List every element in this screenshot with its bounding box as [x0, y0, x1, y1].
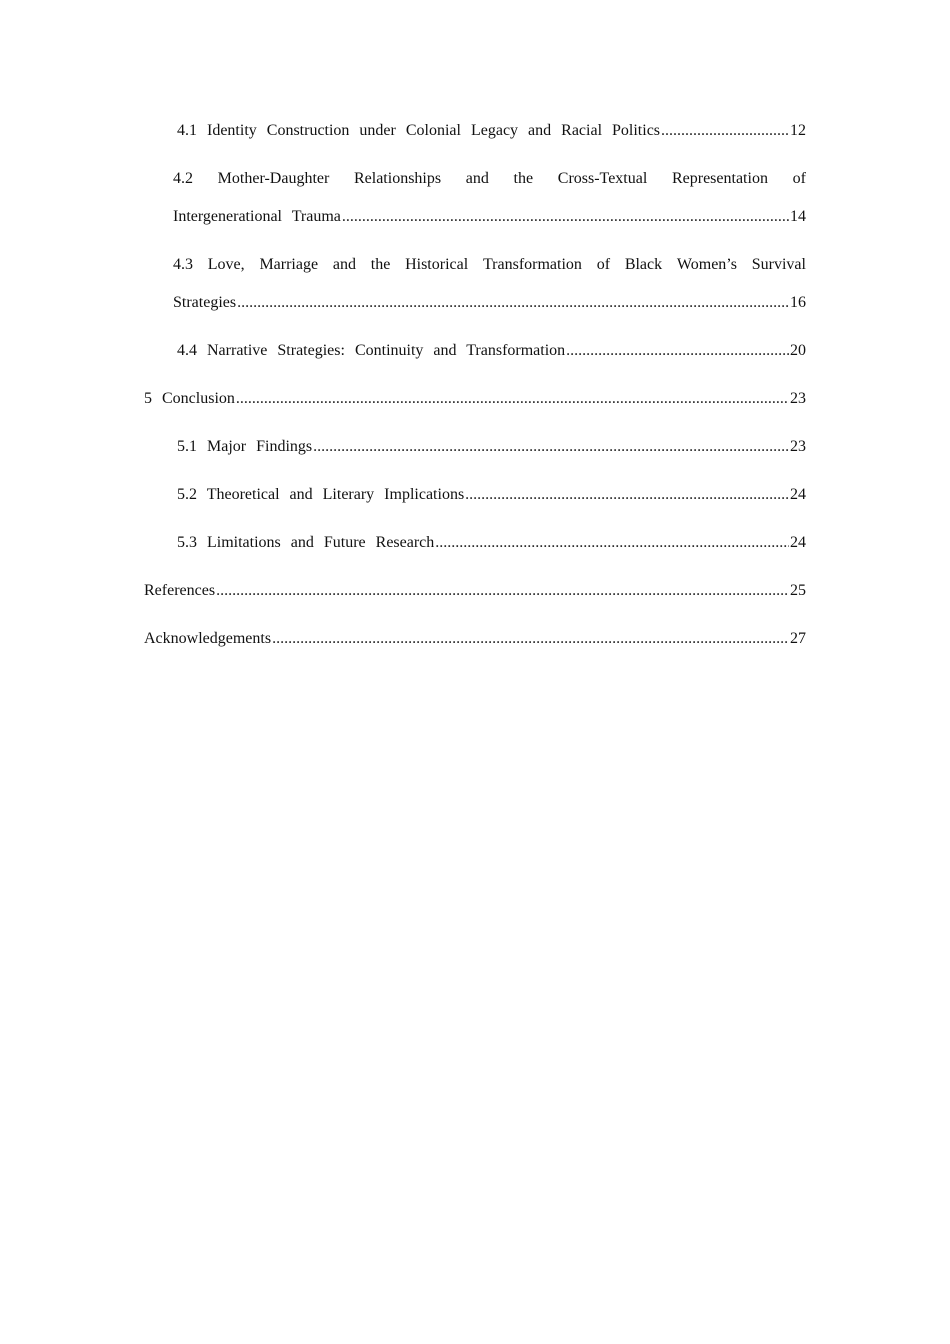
word: Marriage	[259, 256, 319, 273]
toc-entry-title-line1	[173, 246, 806, 284]
table-of-contents	[144, 112, 806, 668]
toc-entry-title: 4.4 Narrative Strategies: Continuity and Transformation	[177, 342, 566, 359]
word: 4.3	[173, 256, 193, 273]
toc-entry-5-1[interactable]	[144, 428, 806, 466]
word: the	[513, 170, 534, 187]
dot-leader	[313, 428, 789, 466]
dot-leader	[237, 284, 789, 322]
toc-page-number: 27	[790, 630, 806, 647]
dot-leader	[566, 332, 789, 370]
toc-entry-5[interactable]	[144, 380, 806, 418]
word: the	[370, 256, 391, 273]
word: of	[792, 170, 806, 187]
dot-leader	[216, 572, 789, 610]
toc-entry-4-4[interactable]	[144, 332, 806, 370]
toc-entry-5-2[interactable]	[144, 476, 806, 514]
dot-leader	[435, 524, 789, 562]
toc-entry-references[interactable]	[144, 572, 806, 610]
toc-page-number: 24	[790, 486, 806, 503]
toc-page-number: 12	[790, 122, 806, 139]
word: Representation	[671, 170, 768, 187]
dot-leader	[661, 112, 789, 150]
toc-page-number: 23	[790, 438, 806, 455]
word: Black	[624, 256, 663, 273]
word: Historical	[405, 256, 469, 273]
word: Transformation	[482, 256, 582, 273]
word: and	[332, 256, 356, 273]
toc-entry-title-line1	[173, 160, 806, 198]
toc-page-number: 23	[790, 390, 806, 407]
word: Love,	[207, 256, 245, 273]
toc-page-number: 16	[790, 294, 806, 311]
toc-entry-4-2[interactable]	[144, 160, 806, 236]
toc-entry-title: 5.2 Theoretical and Literary Implications	[177, 486, 465, 503]
dot-leader	[236, 380, 789, 418]
dot-leader	[272, 620, 789, 658]
word: Cross-Textual	[557, 170, 648, 187]
toc-entry-title-line2: Strategies	[173, 294, 237, 311]
toc-entry-5-3[interactable]	[144, 524, 806, 562]
dot-leader	[465, 476, 789, 514]
toc-page-number: 14	[790, 208, 806, 225]
toc-entry-4-1[interactable]	[144, 112, 806, 150]
word: Women’s	[676, 256, 737, 273]
dot-leader	[342, 198, 789, 236]
toc-entry-title-line2: Intergenerational Trauma	[173, 208, 341, 225]
toc-entry-title: 5.3 Limitations and Future Research	[177, 534, 435, 551]
toc-entry-4-3[interactable]	[144, 246, 806, 322]
toc-entry-title: 5 Conclusion	[144, 390, 235, 407]
word: Relationships	[353, 170, 442, 187]
toc-page-number: 25	[790, 582, 806, 599]
word: and	[465, 170, 489, 187]
toc-entry-title: References	[144, 582, 216, 599]
word: Survival	[751, 256, 806, 273]
toc-entry-title: 4.1 Identity Construction under Colonial Legacy and Racial Politics	[177, 122, 661, 139]
toc-entry-acknowledgements[interactable]	[144, 620, 806, 658]
word: Mother-Daughter	[217, 170, 330, 187]
word: 4.2	[173, 170, 193, 187]
word: of	[596, 256, 611, 273]
toc-page-number: 20	[790, 342, 806, 359]
toc-entry-title: Acknowledgements	[144, 630, 272, 647]
toc-entry-title: 5.1 Major Findings	[177, 438, 313, 455]
toc-page-number: 24	[790, 534, 806, 551]
